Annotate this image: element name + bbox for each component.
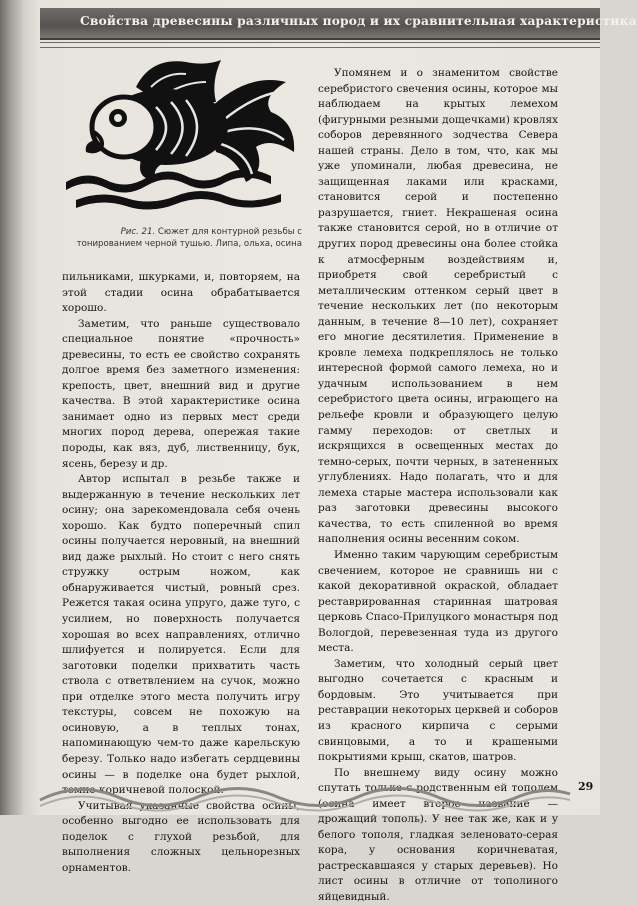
footer-ornament	[40, 770, 570, 810]
page-number: 29	[578, 780, 594, 793]
wave-lower	[76, 191, 281, 210]
paragraph: Заметим, что раньше существовало специальное понятие «прочность» древесины, то есть ее свойство сохранять долгое время без заметного изменения: крепость, цвет, внешний вид и другие качества. В этой характеристике осина занимает одно из первых мест среди многих пород дерева, опережая такие породы, как вяз, дуб, лиственницу, бук, ясень, березу и др.	[62, 317, 300, 470]
wave-upper	[66, 169, 271, 192]
running-header-title: Свойства древесины различных пород и их сравнительная характеристика	[80, 14, 637, 28]
figure-label: Рис. 21.	[120, 227, 156, 237]
paragraph: Именно таким чарующим серебристым свечением, которое не сравнишь ни с какой декоративной окраской, обладает реставрированная старинная шатровая церковь Спасо-Прилуцкого монастыря под Вологдой, перевезенная туда из другого места.	[318, 548, 558, 655]
header-rule	[40, 42, 600, 48]
figure-caption-text: Сюжет для контурной резьбы с тонированием черной тушью. Липа, ольха, осина	[76, 227, 302, 249]
paragraph: Заметим, что холодный серый цвет выгодно сочетается с красным и бордовым. Это учитывается при реставрации некоторых церквей и соборов из красного кирпича с серыми свинцовыми, а то и крашеными покрытиями крыш, скатов, шатров.	[318, 657, 558, 764]
paragraph: пильниками, шкурками, и, повторяем, на этой стадии осина обрабатывается хорошо.	[62, 271, 300, 315]
paragraph: Автор испытал в резьбе также и выдержанную в течение нескольких лет осину; она зарекомендовала себя очень хорошо. Как будто поперечный спил осины получается неровный, на внешний вид даже рыхлый. Но стоит с него снять стружку острым ножом, как обнаруживается чистый, ровный срез. Режется такая осина упруго, даже туго, с усилием, но поверхность получается хорошая во всех направлениях, отлично шлифуется и полируется. Если для заготовки поделки прихватить часть ствола с ответвлением на сучок, можно при отделке этого места получить игру текстуры, совсем не похожую на осиновую, а в теплых тонах, напоминающую чем-то даже карельскую березу. Только надо избегать сердцевины осины — в поделке она будет рыхлой, темно-коричневой полоской.	[62, 473, 300, 797]
book-spine-shadow	[0, 0, 24, 815]
fish-carving-illustration	[56, 52, 306, 212]
paragraph: По внешнему виду осину можно спутать только с родственным ей тополем (осина имеет второе название — дрожащий тополь). У нее так же, как и у белого тополя, гладкая зеленовато-серая кора, у основания коричневатая, растрескавшаяся у старых деревьев). Но лист осины в отличие от тополиного яйцевидный.	[318, 766, 558, 903]
figure-caption	[60, 226, 302, 250]
paragraph: Упомянем и о знаменитом свойстве серебристого свечения осины, которое мы наблюдаем на крытых лемехом (фигурными резными дощечками) кровлях соборов деревянного зодчества Севера нашей страны. Дело в том, что, как мы уже упоминали, любая древесина, не защищенная лаками или красками, становится серой и постепенно разрушается, гниет. Некрашеная осина также становится серой, но в отличие от других пород древесины она более стойка к атмосферным воздействиям и, приобретя свой серебристый с металлическим оттенком серый цвет в течение нескольких лет (по некоторым данным, в течение 8—10 лет), сохраняет его многие десятилетия. Применение в кровле лемеха подкреплялось не только интересной формой самого лемеха, но и удачным использованием в нем серебристого цвета осины, играющего на рельефе кровли и образующего целую гамму переходов: от светлых и искрящихся в освещенных местах до темно-серых, почти черных, в затененных углублениях. Надо полагать, что и для лемеха старые мастера использовали как раз заготовки древесины высокого качества, то есть спиленной во время наполнения осины весенним соком.	[318, 67, 558, 546]
paragraph: Учитывая указанные свойства осины, особенно выгодно ее использовать для поделок с глухой резьбой, для выполнения сложных цельнорезных орнаментов.	[62, 799, 300, 874]
